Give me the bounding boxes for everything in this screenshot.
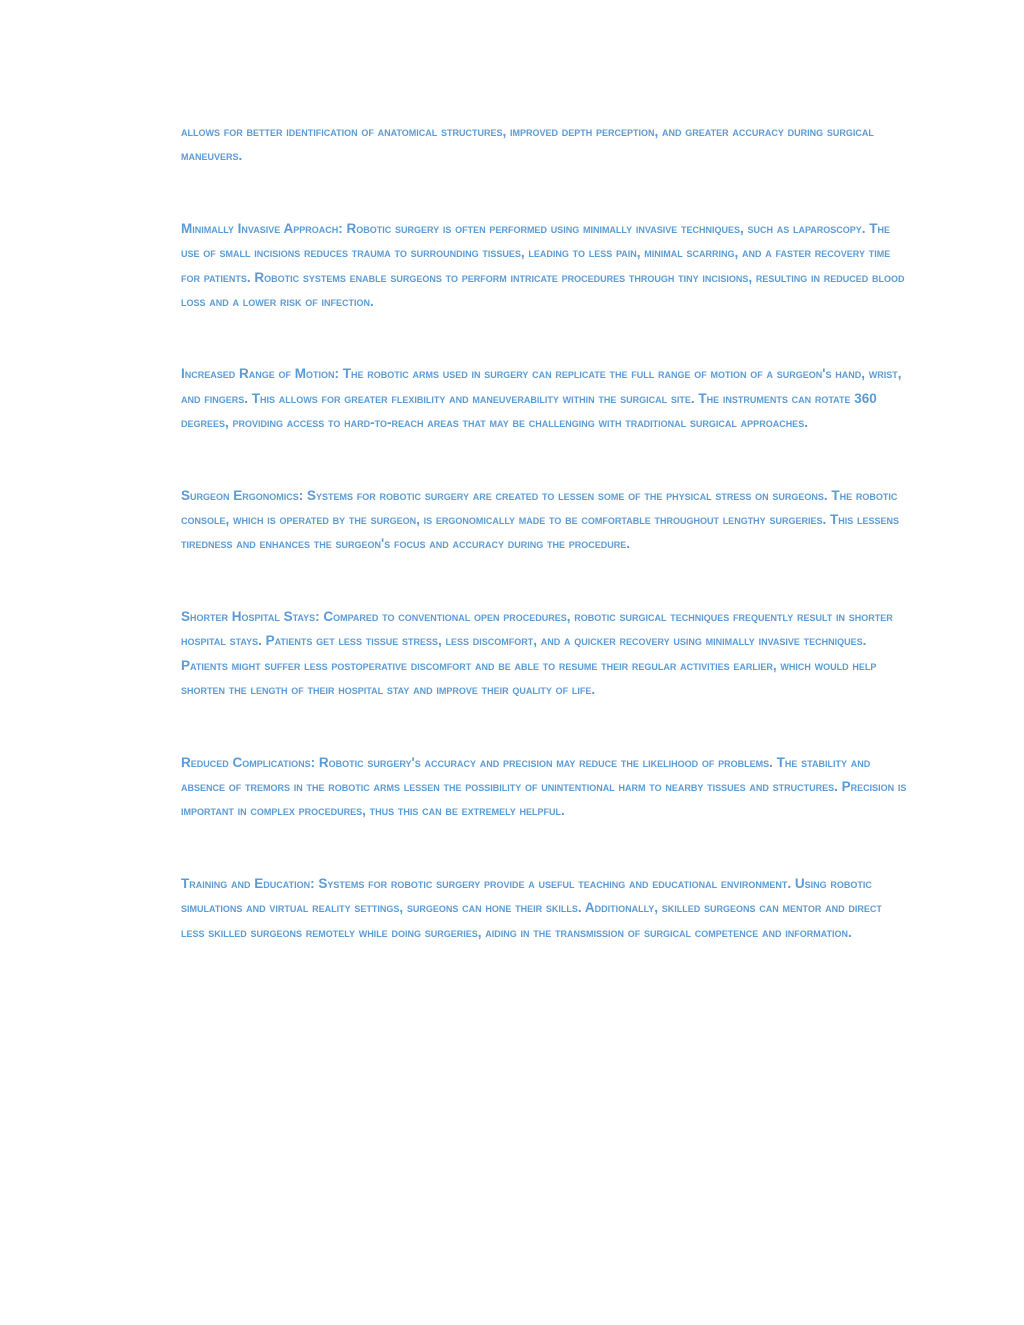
paragraph-training-and-education: Training and Education: Systems for robotic surgery provide a useful teaching and educational environment. Using robotic simulations and virtual reality settings, surgeons can hone their skills. Additionally, skilled surgeons can mentor and direct less skilled surgeons remotely while doing surgeries, aiding in the transmission of surgical competence and information. [181, 875, 882, 940]
paragraph-increased-range-of-motion: Increased Range of Motion: The robotic arms used in surgery can replicate the full range of motion of a surgeon's hand, wrist, and fingers. This allows for greater flexibility and maneuverability within the surgical site. The instruments can rotate 360 degrees, providing access to hard-to-reach areas that may be challenging with traditional surgical approaches. [181, 366, 902, 431]
paragraph-intro-continuation: allows for better identification of anatomical structures, improved depth perception, and greater accuracy during surgical maneuvers. [181, 124, 874, 164]
paragraph-minimally-invasive-approach: Minimally Invasive Approach: Robotic surgery is often performed using minimally invasive techniques, such as laparoscopy. The use of small incisions reduces trauma to surrounding tissues, leading to less pain, minimal scarring, and a faster recovery time for patients. Robotic systems enable surgeons to perform intricate procedures through tiny incisions, resulting in reduced blood loss and a lower risk of infection. [181, 220, 905, 310]
paragraph-surgeon-ergonomics: Surgeon Ergonomics: Systems for robotic surgery are created to lessen some of the physical stress on surgeons. The robotic console, which is operated by the surgeon, is ergonomically made to be comfortable throughout lengthy surgeries. This lessens tiredness and enhances the surgeon's focus and accuracy during the procedure. [181, 487, 899, 552]
paragraph-shorter-hospital-stays: Shorter Hospital Stays: Compared to conventional open procedures, robotic surgical techniques frequently result in shorter hospital stays. Patients get less tissue stress, less discomfort, and a quicker recovery using minimally invasive techniques. Patients might suffer less postoperative discomfort and be able to resume their regular activities earlier, which would help shorten the length of their hospital stay and improve their quality of life. [181, 608, 893, 698]
document-body [181, 120, 907, 993]
paragraph-reduced-complications: Reduced Complications: Robotic surgery's accuracy and precision may reduce the likelihood of problems. The stability and absence of tremors in the robotic arms lessen the possibility of unintentional harm to nearby tissues and structures. Precision is important in complex procedures, thus this can be extremely helpful. [181, 754, 907, 819]
